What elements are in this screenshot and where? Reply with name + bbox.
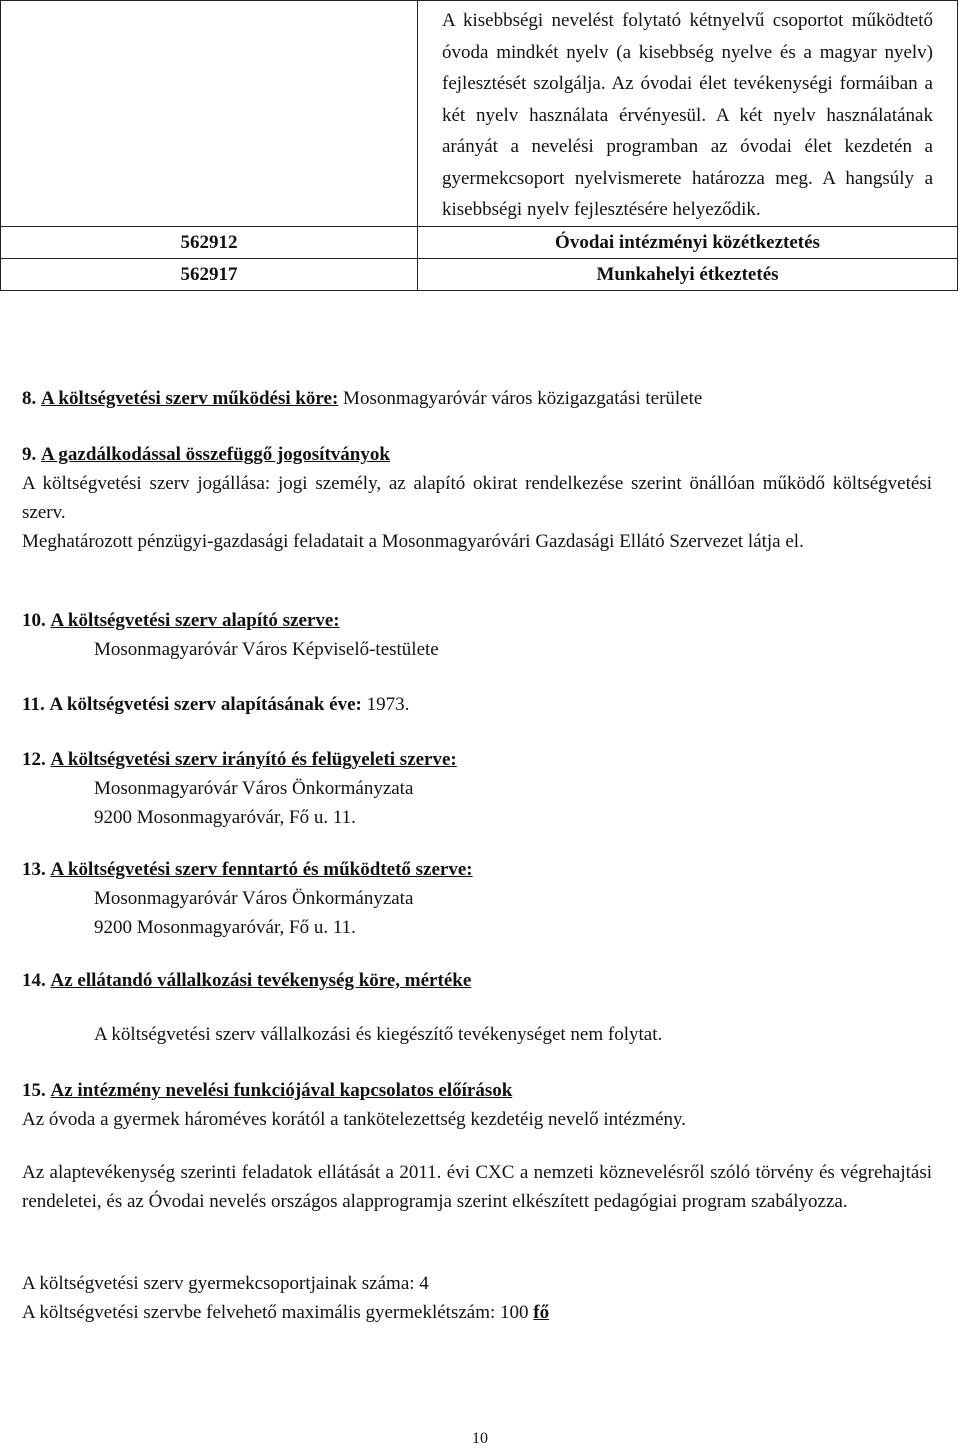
- section-title: A költségvetési szerv alapító szerve:: [50, 610, 340, 631]
- section-14: [22, 966, 932, 995]
- section-number: 10.: [22, 610, 46, 631]
- activity-code: 562917: [1, 258, 418, 290]
- table-row: [1, 226, 958, 258]
- section-title: Az ellátandó vállalkozási tevékenység köre, mértéke: [50, 970, 472, 991]
- section-9: [22, 440, 932, 556]
- section-title: Az intézmény nevelési funkciójával kapcsolatos előírások: [50, 1080, 513, 1101]
- section-15: [22, 1076, 932, 1134]
- section-number: 9.: [22, 444, 37, 465]
- section-line: Mosonmagyaróvár Város Képviselő-testülete: [94, 639, 439, 660]
- max-children: [22, 1298, 932, 1327]
- activity-code: 562912: [1, 226, 418, 258]
- section-value: Mosonmagyaróvár város közigazgatási területe: [338, 388, 703, 409]
- section-title: A költségvetési szerv fenntartó és működtető szerve:: [50, 859, 473, 880]
- section-number: 15.: [22, 1080, 46, 1101]
- group-count: A költségvetési szerv gyermekcsoportjainak száma: 4: [22, 1273, 429, 1294]
- page-number: 10: [472, 1430, 488, 1447]
- section-number: 11.: [22, 694, 45, 715]
- section-line: Mosonmagyaróvár Város Önkormányzata: [94, 778, 414, 799]
- bilingual-description: A kisebbségi nevelést folytató kétnyelvű csoportot működtető óvoda mindkét nyelv (a kisebbség nyelve és a magyar nyelv) fejlesztését szolgálja. Az óvodai élet tevékenységi formáiban a két nyelv használata érvényesül. A két nyelv használatának arányát a nevelési programban az óvodai élet kezdetén a gyermekcsoport nyelvismerete határozza meg. A hangsúly a kisebbségi nyelv fejlesztésére helyeződik.: [442, 10, 933, 220]
- section-line: Mosonmagyaróvár Város Önkormányzata: [94, 888, 414, 909]
- section-line: 9200 Mosonmagyaróvár, Fő u. 11.: [94, 917, 356, 938]
- table-row: [1, 258, 958, 290]
- section-paragraph: Az alaptevékenység szerinti feladatok ellátását a 2011. évi CXC a nemzeti köznevelésről szóló törvény és végrehajtási rendeletei, és az Óvodai nevelés országos alapprogramja szerint elkészített pedagógiai program szabályozza.: [22, 1162, 932, 1212]
- table-cell-description: [418, 1, 958, 227]
- section-title: A költségvetési szerv működési köre:: [41, 388, 339, 409]
- section-11: [22, 690, 932, 719]
- activity-table: [0, 0, 958, 291]
- section-number: 12.: [22, 749, 46, 770]
- section-title: A gazdálkodással összefüggő jogosítványok: [41, 444, 390, 465]
- section-15-counts: [22, 1269, 932, 1327]
- section-12: [22, 745, 932, 832]
- section-title: A költségvetési szerv irányító és felügyeleti szerve:: [50, 749, 457, 770]
- activity-name: Óvodai intézményi közétkeztetés: [418, 226, 958, 258]
- section-10: [22, 606, 932, 664]
- section-number: 13.: [22, 859, 46, 880]
- section-paragraph: Az óvoda a gyermek hároméves korától a tankötelezettség kezdetéig nevelő intézmény.: [22, 1109, 687, 1130]
- section-value: 1973.: [361, 694, 410, 715]
- section-13: [22, 855, 932, 942]
- section-line: 9200 Mosonmagyaróvár, Fő u. 11.: [94, 807, 356, 828]
- max-children-unit: fő: [533, 1302, 550, 1323]
- section-paragraph: Meghatározott pénzügyi-gazdasági feladatait a Mosonmagyaróvári Gazdasági Ellátó Szervezet látja el.: [22, 531, 804, 552]
- activity-name: Munkahelyi étkeztetés: [418, 258, 958, 290]
- table-row: [1, 1, 958, 227]
- max-children-text: A költségvetési szervbe felvehető maximális gyermeklétszám: 100: [22, 1302, 534, 1323]
- section-8: [22, 384, 932, 413]
- section-title: A költségvetési szerv alapításának éve:: [49, 694, 362, 715]
- table-cell-empty: [1, 1, 418, 227]
- section-line: A költségvetési szerv vállalkozási és kiegészítő tevékenységet nem folytat.: [94, 1024, 663, 1045]
- section-number: 8.: [22, 388, 37, 409]
- section-number: 14.: [22, 970, 46, 991]
- section-paragraph: A költségvetési szerv jogállása: jogi személy, az alapító okirat rendelkezése szerint önállóan működő költségvetési szerv.: [22, 473, 932, 523]
